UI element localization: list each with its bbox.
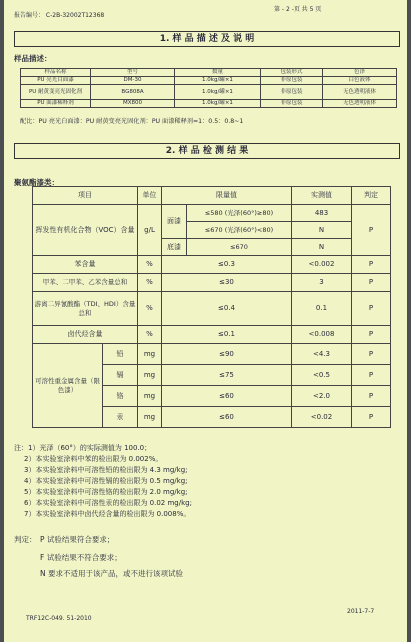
metal-mercury: 汞: [103, 407, 138, 428]
heavy-metal-item: 可溶性重金属含量（限色漆）: [33, 344, 103, 428]
isocyanate-item: 游离二异氰酸酯（TDI、HDI）含量总和: [33, 292, 138, 326]
page-number: 第 - 2 -页 共 5 页: [274, 6, 322, 13]
ratio-note: 配比：PU 亮光白面漆：PU 耐黄变亮光固化剂：PU 面漆稀释剂=1：0.5：0.8~1: [20, 118, 244, 125]
voc-primer-label: 底漆: [162, 239, 187, 256]
judgement-na: N 要求不适用于该产品，或不进行该项试验: [40, 569, 183, 578]
table-row: [33, 292, 391, 326]
chromium-judge: P: [352, 386, 391, 407]
mercury-value: <0.02: [292, 407, 352, 428]
voc-unit: g/L: [138, 205, 162, 256]
desc-cell: 1.0kg/罐×1: [175, 77, 261, 85]
desc-cell: 无色透明液体: [323, 85, 397, 100]
cadmium-value: <0.5: [292, 365, 352, 386]
table-row: [21, 85, 397, 100]
chromium-limit: ≤60: [162, 386, 292, 407]
table-row: [21, 100, 397, 108]
table-row: [33, 344, 391, 365]
header-unit: 单位: [138, 187, 162, 205]
lead-limit: ≤90: [162, 344, 292, 365]
desc-header-color: 色泽: [323, 69, 397, 77]
metal-chromium: 铬: [103, 386, 138, 407]
mercury-judge: P: [352, 407, 391, 428]
desc-cell: 非原包装: [261, 100, 323, 108]
toluene-value: 3: [292, 274, 352, 292]
result-header-row: [33, 187, 391, 205]
note-6: 6）本实验室涂料中可溶性汞的检出限为 0.02 mg/kg;: [24, 499, 192, 507]
report-date: 2011-7-7: [347, 608, 375, 615]
metal-lead: 铅: [103, 344, 138, 365]
table-row: [33, 326, 391, 344]
cadmium-unit: mg: [138, 365, 162, 386]
desc-cell: BG808A: [91, 85, 175, 100]
desc-header-row: [21, 69, 397, 77]
report-number: 报告编号： C-2B-32002T12368: [14, 12, 105, 19]
desc-cell: PU 亮光白面漆: [21, 77, 91, 85]
halocarbon-item: 卤代烃含量: [33, 326, 138, 344]
sample-desc-label: 样品描述：: [14, 54, 52, 63]
sample-desc-table: [20, 68, 397, 108]
cadmium-judge: P: [352, 365, 391, 386]
halocarbon-limit: ≤0.1: [162, 326, 292, 344]
category-label: 聚氨酯漆类：: [14, 178, 59, 187]
voc-limit-b: ≤670 (光泽(60°)<80): [187, 222, 292, 239]
note-1: 注：1）光泽（60°）的实际测值为 100.0；: [14, 444, 152, 452]
voc-limit-a: ≤580 (光泽(60°)≥80): [187, 205, 292, 222]
toluene-judge: P: [352, 274, 391, 292]
note-3: 3）本实验室涂料中可溶性铅的检出限为 4.3 mg/kg;: [24, 466, 188, 474]
toluene-unit: %: [138, 274, 162, 292]
isocyanate-unit: %: [138, 292, 162, 326]
header-measured: 实测值: [292, 187, 352, 205]
table-row: [21, 77, 397, 85]
judgement-pass: P 试验结果符合要求；: [40, 535, 115, 544]
judgement-label: 判定：: [14, 535, 37, 544]
section2-title: 2. 样 品 检 测 结 果: [14, 143, 400, 159]
desc-cell: 1.0kg/罐×1: [175, 85, 261, 100]
benzene-judge: P: [352, 256, 391, 274]
halocarbon-value: <0.008: [292, 326, 352, 344]
desc-cell: MX800: [91, 100, 175, 108]
halocarbon-judge: P: [352, 326, 391, 344]
voc-limit-c: ≤670: [187, 239, 292, 256]
desc-header-pack: 包装形式: [261, 69, 323, 77]
chromium-unit: mg: [138, 386, 162, 407]
result-table: [32, 186, 391, 428]
chromium-value: <2.0: [292, 386, 352, 407]
desc-cell: 非原包装: [261, 77, 323, 85]
voc-value-a: 483: [292, 205, 352, 222]
desc-header-qty: 数量: [175, 69, 261, 77]
header-judge: 判定: [352, 187, 391, 205]
benzene-limit: ≤0.3: [162, 256, 292, 274]
voc-value-b: N: [292, 222, 352, 239]
desc-header-name: 样品名称: [21, 69, 91, 77]
header-item: 项目: [33, 187, 138, 205]
voc-value-c: N: [292, 239, 352, 256]
desc-cell: 非原包装: [261, 85, 323, 100]
voc-item: 挥发性有机化合物（VOC）含量: [33, 205, 138, 256]
note-7: 7）本实验室涂料中卤代烃含量的检出限为 0.008%。: [24, 510, 191, 518]
lead-judge: P: [352, 344, 391, 365]
toluene-item: 甲苯、二甲苯、乙苯含量总和: [33, 274, 138, 292]
table-row: [33, 256, 391, 274]
toluene-limit: ≤30: [162, 274, 292, 292]
isocyanate-judge: P: [352, 292, 391, 326]
mercury-unit: mg: [138, 407, 162, 428]
desc-cell: DM-30: [91, 77, 175, 85]
isocyanate-value: 0.1: [292, 292, 352, 326]
note-2: 2）本实验室涂料中苯的检出限为 0.002%。: [24, 455, 163, 463]
voc-topcoat-label: 面漆: [162, 205, 187, 239]
desc-cell: 白色液体: [323, 77, 397, 85]
form-number: TRF12C-049. 51-2010: [26, 615, 92, 622]
lead-unit: mg: [138, 344, 162, 365]
halocarbon-unit: %: [138, 326, 162, 344]
desc-cell: PU 耐黄变亮光固化剂: [21, 85, 91, 100]
benzene-item: 苯含量: [33, 256, 138, 274]
desc-cell: PU 面漆稀释剂: [21, 100, 91, 108]
judgement-fail: F 试验结果不符合要求；: [40, 553, 122, 562]
table-row: [33, 274, 391, 292]
voc-row-a: [33, 205, 391, 222]
lead-value: <4.3: [292, 344, 352, 365]
cadmium-limit: ≤75: [162, 365, 292, 386]
header-limit: 限量值: [162, 187, 292, 205]
benzene-unit: %: [138, 256, 162, 274]
metal-cadmium: 镉: [103, 365, 138, 386]
desc-cell: 1.0kg/罐×1: [175, 100, 261, 108]
section1-title: 1. 样 品 描 述 及 说 明: [14, 31, 400, 47]
desc-cell: 无色透明液体: [323, 100, 397, 108]
benzene-value: <0.002: [292, 256, 352, 274]
report-page: [4, 0, 407, 642]
mercury-limit: ≤60: [162, 407, 292, 428]
isocyanate-limit: ≤0.4: [162, 292, 292, 326]
note-4: 4）本实验室涂料中可溶性镉的检出限为 0.5 mg/kg;: [24, 477, 188, 485]
note-5: 5）本实验室涂料中可溶性铬的检出限为 2.0 mg/kg;: [24, 488, 188, 496]
voc-judge: P: [352, 205, 391, 256]
desc-header-model: 型号: [91, 69, 175, 77]
